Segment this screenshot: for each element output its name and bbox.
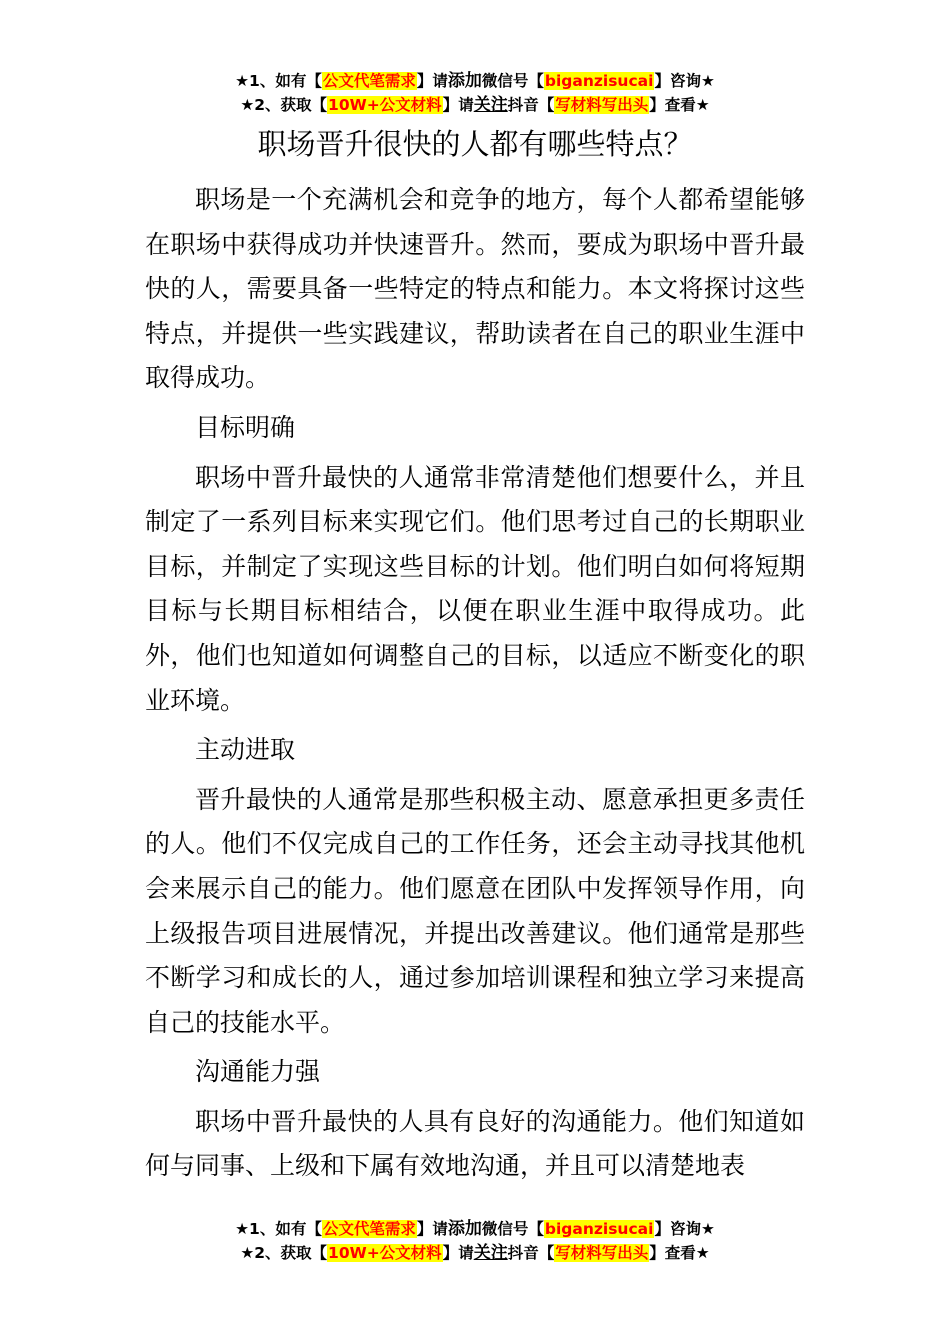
banner-text: 】查看★	[649, 96, 710, 114]
section-heading: 目标明确	[195, 412, 296, 442]
banner-text: 】请	[442, 96, 474, 114]
banner-text: ★2、获取【	[240, 1244, 328, 1262]
banner-highlight-douyin-id: 写材料写出头	[555, 1244, 649, 1262]
banner-text: 】咨询★	[654, 72, 715, 90]
banner-highlight: 10W+公文材料	[328, 96, 442, 114]
section-paragraph: 职场中晋升最快的人具有良好的沟通能力。他们知道如何与同事、上级和下属有效地沟通，并且可以清楚地表	[145, 1106, 805, 1181]
banner-text: ★2、获取【	[240, 96, 328, 114]
banner-text: 微信号【	[481, 72, 544, 90]
section-paragraph: 职场中晋升最快的人通常非常清楚他们想要什么，并且制定了一系列目标来实现它们。他们思考过自己的长期职业目标，并制定了实现这些目标的计划。他们明白如何将短期目标与长期目标相结合，以便在职业生涯中取得成功。此外，他们也知道如何调整自己的目标，以适应不断变化的职业环境。	[145, 462, 805, 715]
banner-text: 】查看★	[649, 1244, 710, 1262]
banner-highlight-douyin-id: 写材料写出头	[555, 96, 649, 114]
banner-highlight: 公文代笔需求	[322, 72, 416, 90]
banner-text: 】咨询★	[654, 1220, 715, 1238]
section-heading: 主动进取	[195, 735, 296, 765]
banner-highlight-wechat-id: biganzisucai	[544, 72, 654, 90]
section-heading: 沟通能力强	[195, 1057, 321, 1087]
banner-emphasis: 添加	[447, 71, 482, 91]
banner-text: 】请	[416, 1220, 448, 1238]
intro-paragraph: 职场是一个充满机会和竞争的地方，每个人都希望能够在职场中获得成功并快速晋升。然而，要成为职场中晋升最快的人，需要具备一些特定的特点和能力。本文将探讨这些特点，并提供一些实践建议，帮助读者在自己的职业生涯中取得成功。	[145, 185, 805, 393]
banner-line-1	[0, 69, 950, 93]
banner-text: 】请	[442, 1244, 474, 1262]
banner-highlight: 公文代笔需求	[322, 1220, 416, 1238]
banner-text: ★1、如有【	[235, 72, 322, 90]
banner-highlight: 10W+公文材料	[328, 1244, 442, 1262]
banner-text: 】请	[416, 72, 448, 90]
banner-highlight-wechat-id: biganzisucai	[544, 1220, 654, 1238]
document-title: 职场晋升很快的人都有哪些特点？	[257, 127, 693, 161]
banner-text: 抖音【	[507, 1244, 555, 1262]
banner-line-1	[0, 1217, 950, 1241]
banner-text: 微信号【	[481, 1220, 544, 1238]
banner-line-2	[0, 93, 950, 117]
section-paragraph: 晋升最快的人通常是那些积极主动、愿意承担更多责任的人。他们不仅完成自己的工作任务，还会主动寻找其他机会来展示自己的能力。他们愿意在团队中发挥领导作用，向上级报告项目进展情况，并提出改善建议。他们通常是那些不断学习和成长的人，通过参加培训课程和独立学习来提高自己的技能水平。	[145, 784, 805, 1037]
banner-emphasis: 添加	[447, 1219, 482, 1239]
banner-text: ★1、如有【	[235, 1220, 322, 1238]
document-body	[145, 178, 805, 1210]
footer-banner	[0, 1217, 950, 1265]
header-banner	[0, 69, 950, 117]
banner-text: 抖音【	[507, 96, 555, 114]
banner-emphasis: 关注	[473, 95, 508, 115]
banner-emphasis: 关注	[473, 1243, 508, 1263]
banner-line-2	[0, 1241, 950, 1265]
